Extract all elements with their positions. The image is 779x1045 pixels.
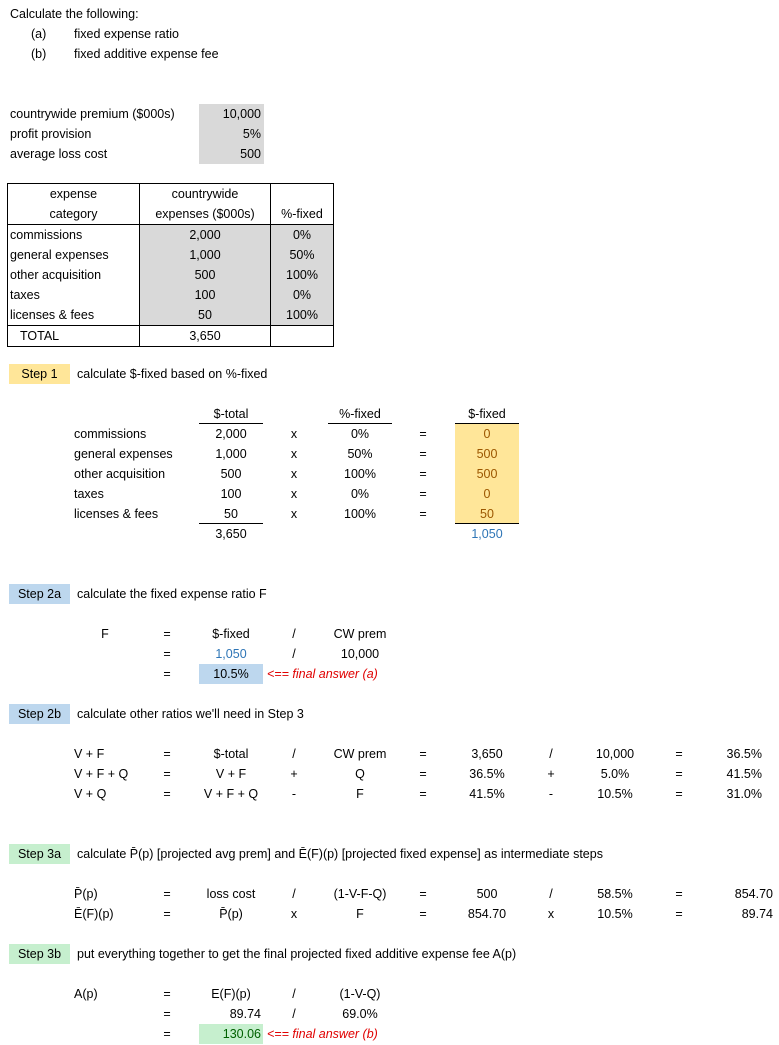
step2b-row-op: +: [290, 767, 298, 781]
equals-operator: =: [163, 747, 171, 761]
times-operator: x: [290, 507, 298, 521]
step2b-row-a: V + F: [215, 767, 247, 781]
table-row: [8, 265, 334, 285]
step3a-row-lhs: Ē(F)(p): [74, 907, 114, 921]
step2b-row-res: 36.5%: [726, 747, 762, 761]
step2b-row-n2: 5.0%: [600, 767, 630, 781]
input-premium-label: countrywide premium ($000s): [10, 107, 175, 121]
step1-row-pct: 0%: [350, 427, 370, 441]
step3a-row-res: 854.70: [734, 887, 773, 901]
row-pct-fixed[interactable]: 50%: [271, 245, 334, 265]
equals-operator: =: [419, 507, 427, 521]
total-value: 3,650: [140, 326, 271, 347]
step1-row-total: 2,000: [215, 427, 247, 441]
step3a-row-a: P̄(p): [219, 907, 243, 921]
equals-operator: =: [163, 767, 171, 781]
equals-operator: =: [163, 907, 171, 921]
step2b-badge: Step 2b: [9, 704, 70, 724]
intro-item-b-text: fixed additive expense fee: [74, 47, 219, 61]
row-pct-fixed[interactable]: 0%: [271, 285, 334, 305]
step3a-row-n1: 500: [476, 887, 498, 901]
equals-operator: =: [675, 887, 683, 901]
step1-row-total: 100: [220, 487, 242, 501]
intro-title: Calculate the following:: [10, 7, 139, 21]
step1-row-fixed: 0: [483, 487, 491, 501]
equals-operator: =: [675, 787, 683, 801]
step1-description: calculate $-fixed based on %-fixed: [77, 367, 268, 381]
table-row: [8, 285, 334, 305]
row-expenses[interactable]: 100: [140, 285, 271, 305]
step1-header-total: $-total: [199, 404, 263, 424]
step3a-row-lhs: P̄(p): [74, 887, 98, 901]
step3a-row-op2: /: [549, 887, 553, 901]
step2b-row-res: 41.5%: [726, 767, 762, 781]
step3a-description: calculate P̄(p) [projected avg prem] and Ē(F)(p) [projected fixed expense] as intermediate steps: [77, 847, 603, 861]
step3a-row-n1: 854.70: [467, 907, 507, 921]
table-row: [8, 305, 334, 326]
step2b-row-op2: +: [547, 767, 555, 781]
step2b-row-n2: 10.5%: [597, 787, 633, 801]
step2b-row-lhs: V + F: [74, 747, 105, 761]
input-losscost-label: average loss cost: [10, 147, 108, 161]
equals-operator: =: [419, 487, 427, 501]
step2b-row-n1: 41.5%: [469, 787, 505, 801]
total-pct-blank: [271, 326, 334, 347]
step2b-row-op2: /: [549, 747, 553, 761]
step2b-row-a: V + F + Q: [203, 787, 259, 801]
total-label: TOTAL: [8, 326, 140, 347]
times-operator: x: [290, 427, 298, 441]
intro-item-a-text: fixed expense ratio: [74, 27, 179, 41]
step3a-row-n2: 58.5%: [597, 887, 633, 901]
divide-operator: /: [292, 1007, 296, 1021]
row-category: general expenses: [8, 245, 140, 265]
header-pct-blank: [271, 184, 334, 205]
equals-operator: =: [675, 747, 683, 761]
step3a-row-op: /: [292, 887, 296, 901]
intro-item-b-label: (b): [31, 47, 47, 61]
step1-header-pct: %-fixed: [328, 404, 392, 424]
divide-operator: /: [292, 647, 296, 661]
step3a-row-b: (1-V-F-Q): [333, 887, 387, 901]
equals-operator: =: [419, 447, 427, 461]
header-category-line2: category: [8, 204, 140, 225]
step1-row-pct: 100%: [344, 467, 376, 481]
header-category-line1: expense: [8, 184, 140, 205]
step2b-row-lhs: V + F + Q: [74, 767, 129, 781]
step1-row-total: 500: [220, 467, 242, 481]
row-category: commissions: [8, 225, 140, 246]
step2a-badge: Step 2a: [9, 584, 70, 604]
times-operator: x: [290, 487, 298, 501]
step3a-row-n2: 10.5%: [597, 907, 633, 921]
step2b-description: calculate other ratios we'll need in Step 3: [77, 707, 304, 721]
step2a-var: F: [101, 627, 109, 641]
intro-item-a-label: (a): [31, 27, 47, 41]
row-category: taxes: [8, 285, 140, 305]
step2b-row-b: CW prem: [333, 747, 387, 761]
step1-sum-total: 3,650: [215, 527, 247, 541]
step3b-line1-a: E(F)(p): [211, 987, 251, 1001]
final-answer-a-note: <== final answer (a): [267, 667, 378, 681]
equals-operator: =: [163, 1007, 171, 1021]
row-category: licenses & fees: [8, 305, 140, 326]
equals-operator: =: [163, 787, 171, 801]
step2b-row-op: -: [291, 787, 297, 801]
step2b-row-b: Q: [355, 767, 365, 781]
equals-operator: =: [163, 987, 171, 1001]
step3a-row-op: x: [290, 907, 298, 921]
equals-operator: =: [419, 887, 427, 901]
step3b-line1-b: (1-V-Q): [339, 987, 381, 1001]
final-answer-a: 10.5%: [199, 664, 263, 684]
equals-operator: =: [419, 907, 427, 921]
row-pct-fixed[interactable]: 100%: [271, 305, 334, 326]
step2a-line1-b: CW prem: [333, 627, 387, 641]
step3b-line2-b: 69.0%: [342, 1007, 378, 1021]
input-profit-label: profit provision: [10, 127, 92, 141]
step1-row-pct: 0%: [350, 487, 370, 501]
equals-operator: =: [675, 767, 683, 781]
step1-row-category: commissions: [74, 427, 147, 441]
equals-operator: =: [163, 887, 171, 901]
row-category: other acquisition: [8, 265, 140, 285]
step1-row-category: licenses & fees: [74, 507, 159, 521]
step2b-row-n2: 10,000: [595, 747, 635, 761]
step2b-row-op2: -: [548, 787, 554, 801]
divide-operator: /: [292, 627, 296, 641]
row-expenses[interactable]: 1,000: [140, 245, 271, 265]
step3b-badge: Step 3b: [9, 944, 70, 964]
input-losscost-value[interactable]: 500: [240, 147, 261, 161]
step1-row-category: taxes: [74, 487, 104, 501]
step2b-row-b: F: [356, 787, 364, 801]
row-expenses[interactable]: 50: [140, 305, 271, 326]
step3b-line2-a: 89.74: [229, 1007, 261, 1021]
step1-row-category: other acquisition: [74, 467, 166, 481]
equals-operator: =: [419, 767, 427, 781]
step3b-var: A(p): [74, 987, 98, 1001]
step1-row-category: general expenses: [74, 447, 173, 461]
equals-operator: =: [163, 627, 171, 641]
step2b-row-n1: 3,650: [471, 747, 503, 761]
equals-operator: =: [675, 907, 683, 921]
step2a-line2-a: 1,050: [215, 647, 247, 661]
step2a-line1-a: $-fixed: [212, 627, 250, 641]
equals-operator: =: [419, 747, 427, 761]
header-expenses-line2: expenses ($000s): [140, 204, 271, 225]
step2b-row-a: $-total: [213, 747, 249, 761]
times-operator: x: [290, 447, 298, 461]
step2a-line2-b: 10,000: [340, 647, 380, 661]
step1-row-pct: 50%: [347, 447, 373, 461]
step3a-row-op2: x: [547, 907, 555, 921]
step1-row-fixed: 50: [480, 507, 494, 521]
row-pct-fixed[interactable]: 0%: [271, 225, 334, 246]
header-pct-fixed: %-fixed: [271, 204, 334, 225]
final-answer-b: 130.06: [199, 1024, 263, 1044]
input-premium-value[interactable]: 10,000: [222, 107, 261, 121]
times-operator: x: [290, 467, 298, 481]
divide-operator: /: [292, 987, 296, 1001]
expense-table: [7, 183, 334, 347]
final-answer-b-note: <== final answer (b): [267, 1027, 378, 1041]
step2a-description: calculate the fixed expense ratio F: [77, 587, 267, 601]
step1-row-fixed: 500: [476, 447, 498, 461]
row-expenses[interactable]: 500: [140, 265, 271, 285]
equals-operator: =: [163, 1027, 171, 1041]
step1-row-pct: 100%: [344, 507, 376, 521]
table-row: [8, 245, 334, 265]
step1-row-fixed: 500: [476, 467, 498, 481]
step2b-row-op: /: [292, 747, 296, 761]
table-row: [8, 225, 334, 246]
equals-operator: =: [163, 647, 171, 661]
step1-row-fixed: 0: [483, 427, 491, 441]
header-expenses-line1: countrywide: [140, 184, 271, 205]
step2b-row-res: 31.0%: [726, 787, 762, 801]
step3a-row-a: loss cost: [206, 887, 256, 901]
total-row: [8, 326, 334, 347]
row-expenses[interactable]: 2,000: [140, 225, 271, 246]
step3a-row-b: F: [356, 907, 364, 921]
step2b-row-lhs: V + Q: [74, 787, 107, 801]
step1-row-total: 50: [199, 504, 263, 524]
equals-operator: =: [419, 427, 427, 441]
step1-header-fixed: $-fixed: [455, 404, 519, 424]
equals-operator: =: [163, 667, 171, 681]
row-pct-fixed[interactable]: 100%: [271, 265, 334, 285]
equals-operator: =: [419, 467, 427, 481]
input-profit-value[interactable]: 5%: [242, 127, 261, 141]
equals-operator: =: [419, 787, 427, 801]
step3a-badge: Step 3a: [9, 844, 70, 864]
step2b-row-n1: 36.5%: [469, 767, 505, 781]
step3a-row-res: 89.74: [741, 907, 773, 921]
step1-sum-fixed: 1,050: [471, 527, 503, 541]
step3b-description: put everything together to get the final projected fixed additive expense fee A(p): [77, 947, 517, 961]
step1-badge: Step 1: [9, 364, 70, 384]
step1-row-total: 1,000: [215, 447, 247, 461]
